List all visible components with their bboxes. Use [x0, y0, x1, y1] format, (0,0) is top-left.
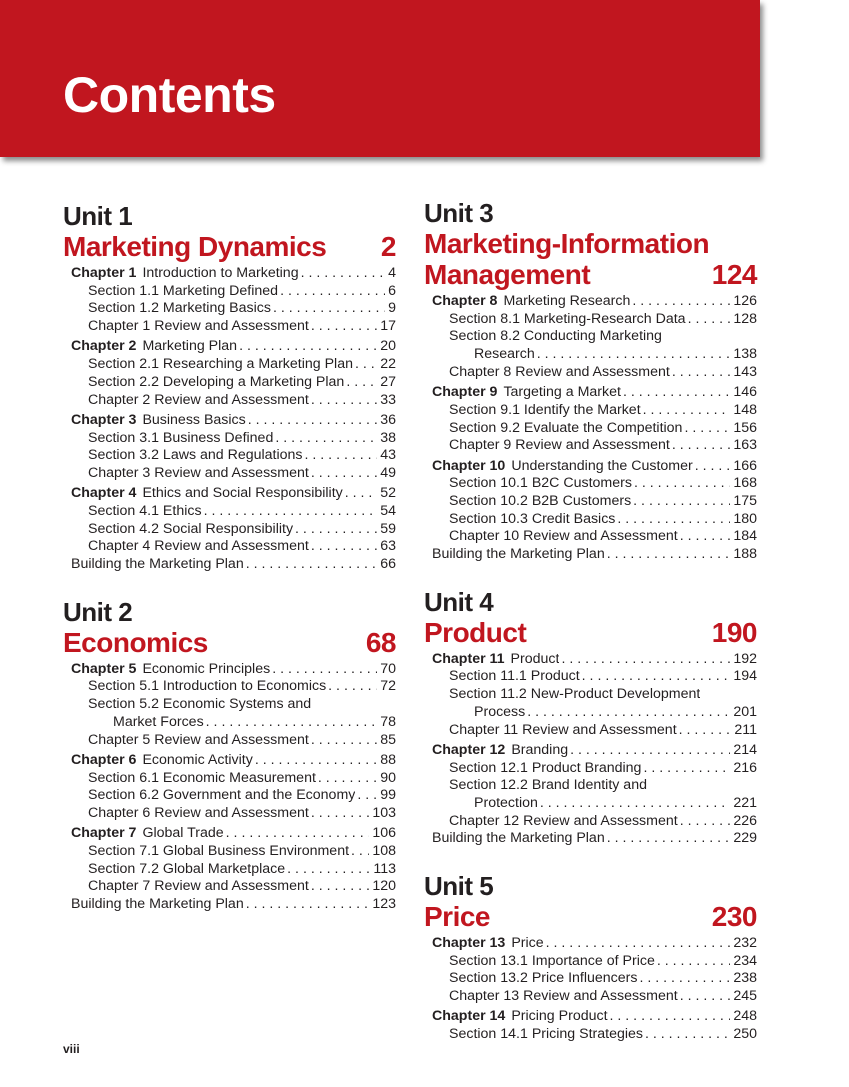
entry-title: Section 3.1 Business Defined: [88, 429, 274, 446]
dot-leader: [246, 896, 370, 914]
dot-leader: [311, 465, 377, 483]
toc-entry-review[interactable]: [63, 538, 396, 556]
dot-leader: [680, 813, 731, 831]
chapter-label: Chapter 14: [432, 1008, 506, 1025]
entry-page-number: 238: [733, 970, 757, 987]
unit-block: [63, 201, 396, 574]
entry-page-number: 180: [733, 510, 757, 527]
dot-leader: [639, 970, 730, 988]
chapter-label: Chapter 4: [71, 485, 137, 502]
toc-entry-review[interactable]: [424, 988, 757, 1006]
toc-entry-chapter[interactable]: [424, 935, 757, 953]
entry-page-number: 245: [733, 988, 757, 1005]
entry-page-number: 66: [380, 556, 396, 573]
toc-entry-chapter[interactable]: [424, 293, 757, 311]
dot-leader: [643, 760, 730, 778]
dot-leader: [305, 447, 378, 465]
entry-title: Chapter 6 Review and Assessment: [88, 804, 309, 821]
toc-entry-building[interactable]: [63, 896, 396, 914]
toc-entry-continuation[interactable]: [424, 704, 757, 722]
entry-title: Section 4.1 Ethics: [88, 502, 202, 519]
entry-title: Section 5.2 Economic Systems and: [88, 696, 312, 713]
entry-page-number: 36: [380, 411, 396, 428]
dot-leader: [607, 830, 731, 848]
dot-leader: [272, 661, 377, 679]
entry-title: Introduction to Marketing: [142, 265, 299, 281]
entry-page-number: 70: [380, 660, 396, 677]
toc-entry-review[interactable]: [424, 437, 757, 455]
toc-entry-section[interactable]: [63, 696, 396, 714]
entry-page-number: 54: [380, 502, 396, 519]
entry-page-number: 148: [733, 401, 757, 418]
dot-leader: [672, 364, 731, 382]
toc-entry-section[interactable]: [424, 402, 757, 420]
chapter-label: Chapter 11: [432, 650, 505, 667]
entry-page-number: 168: [733, 475, 757, 492]
entry-page-number: 49: [380, 464, 396, 481]
toc-entry-chapter[interactable]: [424, 651, 757, 669]
entry-title: Section 6.2 Government and the Economy: [88, 787, 356, 804]
toc-entry-chapter[interactable]: [63, 752, 396, 770]
toc-entry-building[interactable]: [424, 546, 757, 564]
toc-entry-section[interactable]: [424, 953, 757, 971]
unit-title-link[interactable]: [424, 617, 757, 648]
entry-page-number: 226: [733, 812, 757, 829]
entry-title: Section 8.2 Conducting Marketing: [449, 328, 662, 345]
entry-title-continuation: Market Forces: [113, 713, 204, 730]
unit-title-text: Marketing Dynamics: [63, 231, 327, 262]
entry-title: Section 3.2 Laws and Regulations: [88, 447, 303, 464]
unit-title-text: Economics: [63, 626, 208, 658]
entry-page-number: 194: [733, 668, 757, 685]
dot-leader: [695, 458, 731, 476]
unit-title-link[interactable]: [424, 259, 757, 290]
toc-entry-chapter[interactable]: [424, 384, 757, 402]
entry-title: Section 7.1 Global Business Environment: [88, 842, 350, 859]
dot-leader: [311, 538, 377, 556]
dot-leader: [287, 861, 370, 879]
entry-page-number: 85: [380, 731, 396, 748]
dot-leader: [643, 402, 731, 420]
chapter-label: Chapter 9: [432, 384, 498, 401]
unit-label: Unit 2: [63, 596, 133, 627]
toc-entry-chapter[interactable]: [63, 825, 396, 843]
dot-leader: [248, 412, 377, 430]
entry-page-number: 72: [380, 678, 396, 695]
dot-leader: [527, 704, 730, 722]
entry-page-number: 33: [380, 391, 396, 408]
unit-title-text: Price: [424, 901, 490, 933]
dot-leader: [280, 283, 385, 301]
chapter-label: Chapter 13: [432, 935, 506, 952]
chapter-label: Chapter 2: [71, 338, 137, 355]
dot-leader: [226, 825, 370, 843]
entry-page-number: 214: [733, 741, 757, 758]
toc-entry-section[interactable]: [63, 861, 396, 879]
entry-title: Section 9.2 Evaluate the Competition: [449, 419, 683, 436]
toc-entry-chapter[interactable]: [63, 338, 396, 356]
entry-page-number: 103: [372, 804, 396, 821]
toc-entry-section[interactable]: [424, 686, 757, 704]
toc-entry-continuation[interactable]: [424, 346, 757, 364]
unit-title-link[interactable]: [63, 627, 396, 658]
chapter-label: Chapter 10: [432, 457, 506, 474]
entry-page-number: 175: [733, 492, 757, 509]
entry-page-number: 20: [380, 338, 396, 355]
entry-page-number: 52: [380, 485, 396, 502]
entry-title: Section 2.1 Researching a Marketing Plan: [88, 356, 353, 373]
dot-leader: [633, 493, 730, 511]
entry-page-number: 234: [733, 952, 757, 969]
dot-leader: [582, 668, 731, 686]
dot-leader: [680, 528, 731, 546]
entry-title: Chapter 12 Review and Assessment: [449, 812, 678, 829]
dot-leader: [328, 678, 377, 696]
entry-title: Building the Marketing Plan: [432, 830, 605, 847]
entry-title: Chapter 8 Review and Assessment: [449, 363, 670, 380]
toc-entry-review[interactable]: [63, 878, 396, 896]
entry-title: Building the Marketing Plan: [71, 896, 244, 913]
chapter-label: Chapter 8: [432, 293, 498, 309]
dot-leader: [295, 521, 377, 539]
entry-title: Section 6.1 Economic Measurement: [88, 769, 316, 786]
toc-entry-section[interactable]: [424, 777, 757, 795]
entry-title: Section 4.2 Social Responsibility: [88, 520, 294, 537]
entry-page-number: 108: [372, 842, 396, 859]
entry-title: Section 5.1 Introduction to Economics: [88, 678, 327, 695]
dot-leader: [679, 722, 732, 740]
toc-entry-section[interactable]: [424, 760, 757, 778]
toc-entry-section[interactable]: [424, 668, 757, 686]
chapter-label: Chapter 12: [432, 741, 506, 758]
toc-entry-section[interactable]: [63, 843, 396, 861]
dot-leader: [345, 485, 377, 503]
toc-entry-continuation[interactable]: [63, 714, 396, 732]
dot-leader: [206, 714, 378, 732]
toc-entry-chapter[interactable]: [63, 265, 396, 283]
toc-entry-building[interactable]: [63, 556, 396, 574]
toc-entry-section[interactable]: [63, 521, 396, 539]
toc-entry-section[interactable]: [424, 511, 757, 529]
dot-leader: [546, 935, 731, 953]
entry-page-number: 248: [733, 1008, 757, 1025]
entry-title: Chapter 9 Review and Assessment: [449, 437, 670, 454]
chapter-label: Chapter 1: [71, 265, 137, 281]
entry-page-number: 221: [733, 794, 757, 811]
toc-entry-chapter[interactable]: [63, 412, 396, 430]
entry-title: Section 13.2 Price Influencers: [449, 970, 638, 987]
entry-title: Economic Principles: [142, 660, 271, 677]
toc-entry-review[interactable]: [63, 392, 396, 410]
entry-title: Targeting a Market: [503, 384, 621, 401]
dot-leader: [617, 511, 730, 529]
entry-title: Understanding the Customer: [511, 457, 693, 474]
entry-title: Branding: [511, 741, 569, 758]
entry-title: Chapter 10 Review and Assessment: [449, 528, 678, 545]
dot-leader: [623, 384, 730, 402]
entry-title: Global Trade: [142, 825, 224, 842]
entry-page-number: 27: [380, 373, 396, 390]
entry-page-number: 146: [733, 384, 757, 401]
entry-page-number: 126: [733, 293, 757, 309]
chapter-label: Chapter 7: [71, 825, 137, 842]
entry-page-number: 138: [733, 346, 757, 363]
entry-title: Chapter 7 Review and Assessment: [88, 878, 309, 895]
unit-label: Unit 5: [424, 871, 494, 902]
dot-leader: [301, 265, 386, 283]
toc-column-left: [63, 201, 396, 937]
entry-title-continuation: Research: [474, 346, 535, 363]
dot-leader: [561, 651, 730, 669]
toc-entry-section[interactable]: [424, 493, 757, 511]
toc-entry-section[interactable]: [63, 787, 396, 805]
page-number: viii: [63, 1042, 80, 1056]
dot-leader: [645, 1026, 730, 1044]
toc-entry-section[interactable]: [424, 420, 757, 438]
unit-title-text: Marketing-Information: [424, 228, 710, 259]
dot-leader: [311, 392, 377, 410]
entry-title: Pricing Product: [511, 1008, 608, 1025]
toc-entry-chapter[interactable]: [424, 458, 757, 476]
entry-page-number: 120: [372, 878, 396, 895]
entry-title: Price: [511, 935, 544, 952]
unit-block: [63, 597, 396, 914]
entry-title: Economic Activity: [142, 751, 253, 768]
entry-page-number: 184: [733, 528, 757, 545]
dot-leader: [351, 843, 369, 861]
toc-entry-section[interactable]: [63, 374, 396, 392]
dot-leader: [610, 1008, 731, 1026]
entry-page-number: 128: [733, 310, 757, 327]
dot-leader: [246, 556, 378, 574]
unit-page-number: 190: [711, 616, 757, 648]
unit-page-number: 230: [711, 901, 757, 933]
unit-label: Unit 4: [424, 586, 494, 617]
dot-leader: [346, 374, 377, 392]
entry-page-number: 78: [380, 713, 396, 730]
entry-title: Section 14.1 Pricing Strategies: [449, 1026, 644, 1043]
entry-title: Business Basics: [142, 411, 246, 428]
toc-entry-section[interactable]: [63, 356, 396, 374]
entry-page-number: 22: [380, 356, 396, 373]
entry-page-number: 163: [733, 437, 757, 454]
entry-page-number: 250: [733, 1026, 757, 1043]
entry-title: Section 12.1 Product Branding: [449, 759, 642, 776]
entry-title: Chapter 11 Review and Assessment: [449, 721, 677, 738]
dot-leader: [540, 795, 730, 813]
entry-page-number: 143: [733, 363, 757, 380]
toc-entry-section[interactable]: [63, 447, 396, 465]
entry-title: Chapter 4 Review and Assessment: [88, 538, 309, 555]
dot-leader: [311, 732, 377, 750]
dot-leader: [311, 878, 370, 896]
dot-leader: [355, 356, 377, 374]
entry-title: Section 2.2 Developing a Marketing Plan: [88, 373, 345, 390]
dot-leader: [688, 311, 731, 329]
toc-entry-review[interactable]: [63, 318, 396, 336]
entry-title-continuation: Process: [474, 703, 526, 720]
entry-title: Section 13.1 Importance of Price: [449, 952, 655, 969]
entry-page-number: 88: [380, 751, 396, 768]
entry-title: Chapter 3 Review and Assessment: [88, 464, 309, 481]
entry-page-number: 113: [373, 860, 396, 877]
dot-leader: [239, 338, 377, 356]
toc-entry-review[interactable]: [424, 722, 757, 740]
page-title: Contents: [63, 67, 276, 123]
toc-entry-section[interactable]: [63, 678, 396, 696]
toc-entry-review[interactable]: [424, 813, 757, 831]
unit-title-link[interactable]: [424, 901, 757, 932]
entry-title: Chapter 1 Review and Assessment: [88, 318, 309, 335]
toc-entry-section[interactable]: [63, 503, 396, 521]
entry-title: Chapter 2 Review and Assessment: [88, 391, 309, 408]
dot-leader: [634, 475, 730, 493]
entry-page-number: 17: [380, 318, 396, 335]
entry-title: Chapter 5 Review and Assessment: [88, 731, 309, 748]
chapter-label: Chapter 5: [71, 660, 137, 677]
unit-title-link[interactable]: [63, 231, 396, 262]
unit-title-text: Management: [424, 259, 591, 290]
unit-block: [424, 198, 757, 564]
dot-leader: [273, 300, 385, 318]
entry-title: Product: [510, 650, 560, 667]
entry-page-number: 99: [380, 787, 396, 804]
entry-page-number: 43: [380, 447, 396, 464]
toc-entry-chapter[interactable]: [424, 1008, 757, 1026]
entry-title: Section 11.1 Product: [449, 668, 580, 685]
entry-page-number: 4: [388, 265, 396, 281]
dot-leader: [311, 318, 377, 336]
entry-title: Section 1.2 Marketing Basics: [88, 300, 271, 317]
toc-entry-section[interactable]: [63, 770, 396, 788]
chapter-label: Chapter 3: [71, 411, 137, 428]
entry-title: Section 10.2 B2B Customers: [449, 492, 632, 509]
toc-entry-chapter[interactable]: [63, 661, 396, 679]
toc-column-right: [424, 198, 757, 1067]
toc-entry-section[interactable]: [424, 475, 757, 493]
unit-block: [424, 871, 757, 1044]
dot-leader: [632, 293, 730, 311]
unit-block: [424, 587, 757, 848]
toc-entry-section[interactable]: [63, 300, 396, 318]
entry-page-number: 90: [380, 769, 396, 786]
entry-page-number: 123: [372, 896, 396, 913]
unit-label: Unit 1: [63, 201, 133, 231]
toc-entry-section[interactable]: [63, 430, 396, 448]
entry-page-number: 38: [380, 429, 396, 446]
unit-title-text: Product: [424, 616, 527, 648]
entry-title: Building the Marketing Plan: [71, 556, 244, 573]
entry-title: Section 12.2 Brand Identity and: [449, 777, 647, 794]
dot-leader: [357, 787, 377, 805]
entry-page-number: 166: [733, 457, 757, 474]
contents-banner: [0, 0, 760, 157]
entry-title: Section 1.1 Marketing Defined: [88, 282, 279, 299]
entry-page-number: 106: [372, 825, 396, 842]
unit-page-number: 124: [711, 259, 757, 290]
dot-leader: [318, 770, 377, 788]
entry-page-number: 211: [734, 721, 757, 738]
toc-entry-review[interactable]: [63, 465, 396, 483]
unit-page-number: 68: [365, 626, 396, 658]
entry-page-number: 192: [733, 650, 757, 667]
entry-title: Section 11.2 New-Product Development: [449, 686, 701, 703]
entry-page-number: 188: [733, 546, 757, 563]
chapter-label: Chapter 6: [71, 751, 137, 768]
entry-title: Marketing Plan: [142, 338, 238, 355]
entry-title: Section 10.1 B2C Customers: [449, 475, 632, 492]
entry-page-number: 201: [733, 703, 757, 720]
unit-title: [424, 228, 757, 259]
toc-entry-section[interactable]: [424, 328, 757, 346]
toc-entry-review[interactable]: [424, 364, 757, 382]
entry-title: Section 8.1 Marketing-Research Data: [449, 310, 686, 327]
entry-page-number: 229: [733, 830, 757, 847]
entry-page-number: 59: [380, 520, 396, 537]
entry-title: Section 7.2 Global Marketplace: [88, 860, 286, 877]
toc-entry-review[interactable]: [63, 732, 396, 750]
entry-page-number: 156: [733, 419, 757, 436]
dot-leader: [204, 503, 378, 521]
entry-title: Chapter 13 Review and Assessment: [449, 988, 678, 1005]
unit-page-number: 2: [380, 231, 396, 262]
entry-page-number: 216: [733, 759, 757, 776]
dot-leader: [537, 346, 731, 364]
dot-leader: [680, 988, 731, 1006]
entry-title: Building the Marketing Plan: [432, 546, 605, 563]
unit-label: Unit 3: [424, 198, 494, 228]
entry-page-number: 63: [380, 538, 396, 555]
toc-entry-section[interactable]: [424, 970, 757, 988]
dot-leader: [672, 437, 731, 455]
toc-entry-section[interactable]: [63, 283, 396, 301]
entry-page-number: 232: [733, 935, 757, 952]
entry-title: Section 9.1 Identify the Market: [449, 401, 641, 418]
dot-leader: [311, 805, 370, 823]
dot-leader: [607, 546, 731, 564]
entry-title: Ethics and Social Responsibility: [142, 485, 343, 502]
toc-entry-continuation[interactable]: [424, 795, 757, 813]
toc-entry-chapter[interactable]: [424, 742, 757, 760]
dot-leader: [255, 752, 377, 770]
entry-title: Section 10.3 Credit Basics: [449, 510, 616, 527]
dot-leader: [657, 953, 730, 971]
entry-page-number: 9: [388, 300, 396, 317]
toc-entry-building[interactable]: [424, 830, 757, 848]
toc-entry-section[interactable]: [424, 1026, 757, 1044]
toc-entry-section[interactable]: [424, 311, 757, 329]
entry-title-continuation: Protection: [474, 794, 538, 811]
dot-leader: [684, 420, 730, 438]
dot-leader: [275, 430, 377, 448]
entry-title: Marketing Research: [503, 293, 631, 309]
toc-entry-chapter[interactable]: [63, 485, 396, 503]
toc-entry-review[interactable]: [424, 528, 757, 546]
entry-page-number: 6: [388, 282, 396, 299]
dot-leader: [570, 742, 730, 760]
toc-entry-review[interactable]: [63, 805, 396, 823]
